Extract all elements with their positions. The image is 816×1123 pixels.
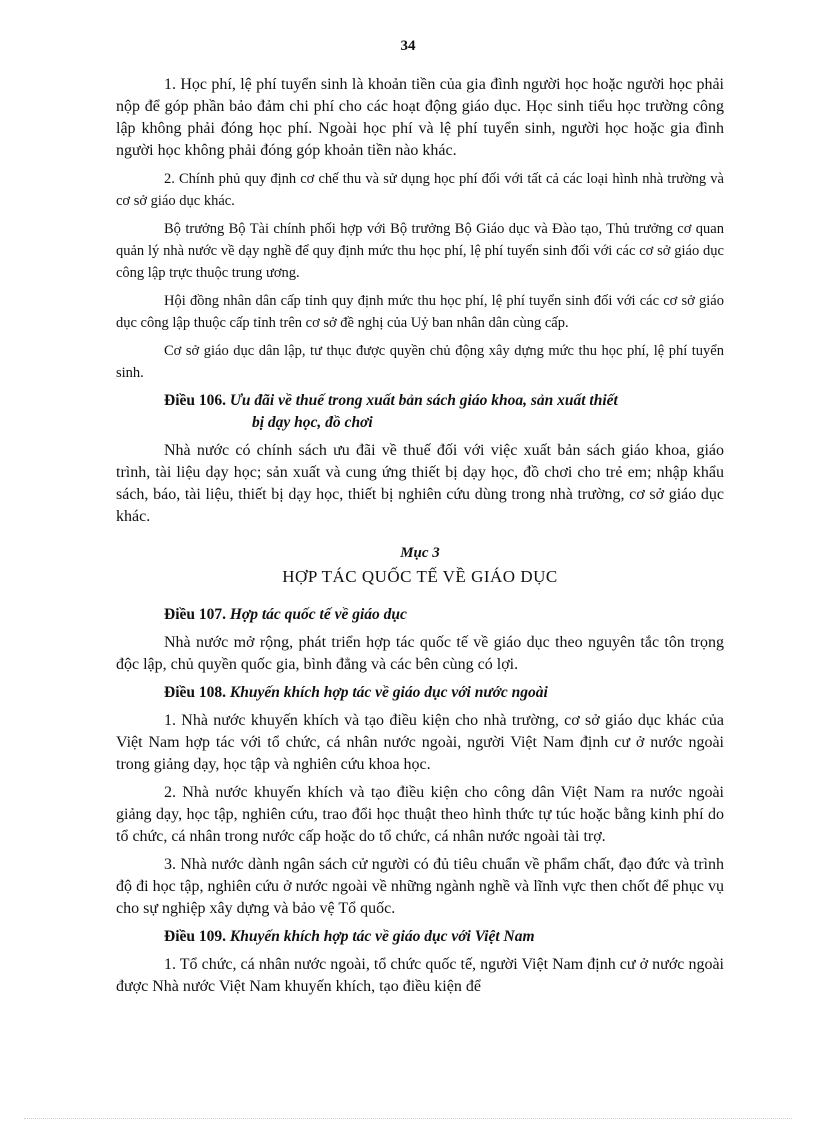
article-108-clause-1: 1. Nhà nước khuyến khích và tạo điều kiện cho nhà trường, cơ sở giáo dục khác của Việt Nam hợp tác với tổ chức, cá nhân nước ngoài, người Việt Nam định cư ở nước ngoài trong giảng dạy, học tập và nghiên cứu khoa học. [116, 712, 724, 773]
paragraph-tuition-3: Bộ trưởng Bộ Tài chính phối hợp với Bộ trưởng Bộ Giáo dục và Đào tạo, Thủ trưởng cơ quan quản lý nhà nước về dạy nghề để quy định mức thu học phí, lệ phí tuyển sinh đối với các cơ sở giáo dục công lập trực thuộc trung ương. [116, 221, 724, 281]
article-107-heading [116, 604, 724, 626]
article-109-heading [116, 926, 724, 948]
paragraph-tuition-5: Cơ sở giáo dục dân lập, tư thục được quyền chủ động xây dựng mức thu học phí, lệ phí tuyển sinh. [116, 343, 724, 381]
article-106-heading [116, 390, 724, 434]
page-bottom-border [24, 1118, 792, 1119]
article-109-label: Điều 109. [164, 928, 230, 945]
article-109-title: Khuyến khích hợp tác về giáo dục với Việt Nam [229, 928, 535, 945]
article-107-title: Hợp tác quốc tế về giáo dục [229, 606, 407, 623]
paragraph-tuition-2: 2. Chính phủ quy định cơ chế thu và sử dụng học phí đối với tất cả các loại hình nhà trường và cơ sở giáo dục khác. [116, 171, 724, 209]
paragraph-tuition-4: Hội đồng nhân dân cấp tỉnh quy định mức thu học phí, lệ phí tuyển sinh đối với các cơ sở giáo dục công lập thuộc cấp tỉnh trên cơ sở đề nghị của Uỷ ban nhân dân cùng cấp. [116, 293, 724, 331]
article-109-clause-1: 1. Tổ chức, cá nhân nước ngoài, tổ chức quốc tế, người Việt Nam định cư ở nước ngoài được Nhà nước Việt Nam khuyến khích, tạo điều kiện để [116, 956, 724, 995]
article-106-title-line2: bị dạy học, đồ chơi [252, 414, 373, 431]
article-108-heading [116, 682, 724, 704]
page-number: 34 [400, 38, 416, 54]
article-107-label: Điều 107. [164, 606, 230, 623]
article-108-title: Khuyến khích hợp tác về giáo dục với nước ngoài [229, 684, 548, 701]
article-106-title-line1: Ưu đãi về thuế trong xuất bản sách giáo khoa, sản xuất thiết [229, 392, 618, 409]
article-108-clause-3: 3. Nhà nước dành ngân sách cử người có đủ tiêu chuẩn về phẩm chất, đạo đức và trình độ đi học tập, nghiên cứu ở nước ngoài về những ngành nghề và lĩnh vực then chốt để phục vụ cho sự nghiệp xây dựng và bảo vệ Tổ quốc. [116, 856, 724, 917]
article-108-label: Điều 108. [164, 684, 230, 701]
section-label: Mục 3 [400, 545, 440, 561]
article-108-clause-2: 2. Nhà nước khuyến khích và tạo điều kiện cho công dân Việt Nam ra nước ngoài giảng dạy, học tập, nghiên cứu, trao đổi học thuật theo hình thức tự túc hoặc bằng kinh phí do tổ chức, cá nhân trong nước cấp hoặc do tổ chức, cá nhân nước ngoài tài trợ. [116, 784, 724, 845]
article-107-body: Nhà nước mở rộng, phát triển hợp tác quốc tế về giáo dục theo nguyên tắc tôn trọng độc lập, chủ quyền quốc gia, bình đẳng và các bên cùng có lợi. [116, 634, 724, 673]
document-body [116, 74, 724, 1004]
paragraph-tuition-1: 1. Học phí, lệ phí tuyển sinh là khoản tiền của gia đình người học hoặc người học phải nộp để góp phần bảo đảm chi phí cho các hoạt động giáo dục. Học sinh tiểu học trường công lập không phải đóng học phí. Ngoài học phí và lệ phí tuyển sinh, người học hoặc gia đình người học không phải đóng góp khoản tiền nào khác. [116, 76, 724, 159]
article-106-label: Điều 106. [164, 392, 230, 409]
article-106-body: Nhà nước có chính sách ưu đãi về thuế đối với việc xuất bản sách giáo khoa, giáo trình, tài liệu dạy học; sản xuất và cung ứng thiết bị dạy học, đồ chơi cho trẻ em; nhập khẩu sách, báo, tài liệu, thiết bị dạy học, thiết bị nghiên cứu dùng trong nhà trường, cơ sở giáo dục khác. [116, 442, 724, 525]
section-title: HỢP TÁC QUỐC TẾ VỀ GIÁO DỤC [282, 567, 558, 586]
